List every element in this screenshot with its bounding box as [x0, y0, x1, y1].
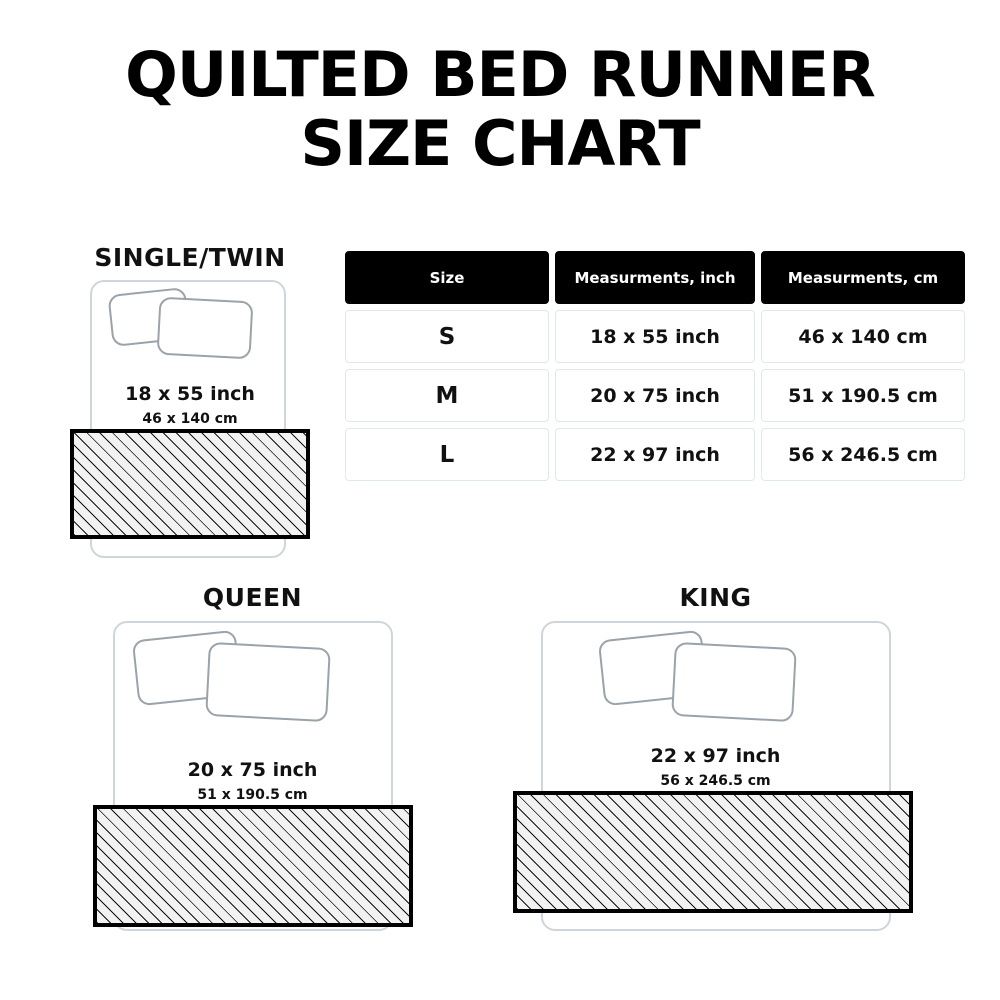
bed-diagram-single-twin	[60, 243, 320, 563]
header-cell-inch: Measurments, inch	[555, 251, 755, 304]
cell-size-m: M	[345, 369, 549, 422]
table-row	[345, 310, 965, 363]
pillow-icon	[157, 297, 254, 360]
bed-runner-shape	[513, 791, 913, 913]
title-line-2: SIZE CHART	[300, 107, 700, 181]
cell-size-s: S	[345, 310, 549, 363]
size-table	[345, 251, 965, 487]
table-header-row	[345, 251, 965, 304]
title-line-1: QUILTED BED RUNNER	[125, 38, 875, 111]
bed-runner-shape	[70, 429, 310, 539]
bed-label-single-twin: SINGLE/TWIN	[94, 243, 286, 272]
header-cell-size: Size	[345, 251, 549, 304]
dimension-cm-queen: 51 x 190.5 cm	[197, 787, 308, 803]
bed-diagram-queen	[85, 583, 420, 953]
dimension-cm-single-twin: 46 x 140 cm	[142, 411, 238, 427]
pillow-icon	[205, 642, 331, 722]
cell-cm-s: 46 x 140 cm	[761, 310, 965, 363]
bed-diagram-king	[513, 583, 918, 953]
cell-cm-m: 51 x 190.5 cm	[761, 369, 965, 422]
dimension-inch-single-twin: 18 x 55 inch	[125, 383, 255, 405]
pillow-icon	[671, 642, 797, 722]
cell-size-l: L	[345, 428, 549, 481]
page-title	[0, 40, 1000, 179]
table-row	[345, 369, 965, 422]
table-row	[345, 428, 965, 481]
bed-label-queen: QUEEN	[202, 583, 303, 612]
bed-runner-shape	[93, 805, 413, 927]
header-cell-cm: Measurments, cm	[761, 251, 965, 304]
bed-label-king: KING	[679, 583, 752, 612]
dimension-cm-king: 56 x 246.5 cm	[660, 773, 771, 789]
dimension-inch-queen: 20 x 75 inch	[187, 759, 318, 781]
cell-inch-l: 22 x 97 inch	[555, 428, 755, 481]
cell-inch-m: 20 x 75 inch	[555, 369, 755, 422]
cell-inch-s: 18 x 55 inch	[555, 310, 755, 363]
cell-cm-l: 56 x 246.5 cm	[761, 428, 965, 481]
dimension-inch-king: 22 x 97 inch	[650, 745, 781, 767]
